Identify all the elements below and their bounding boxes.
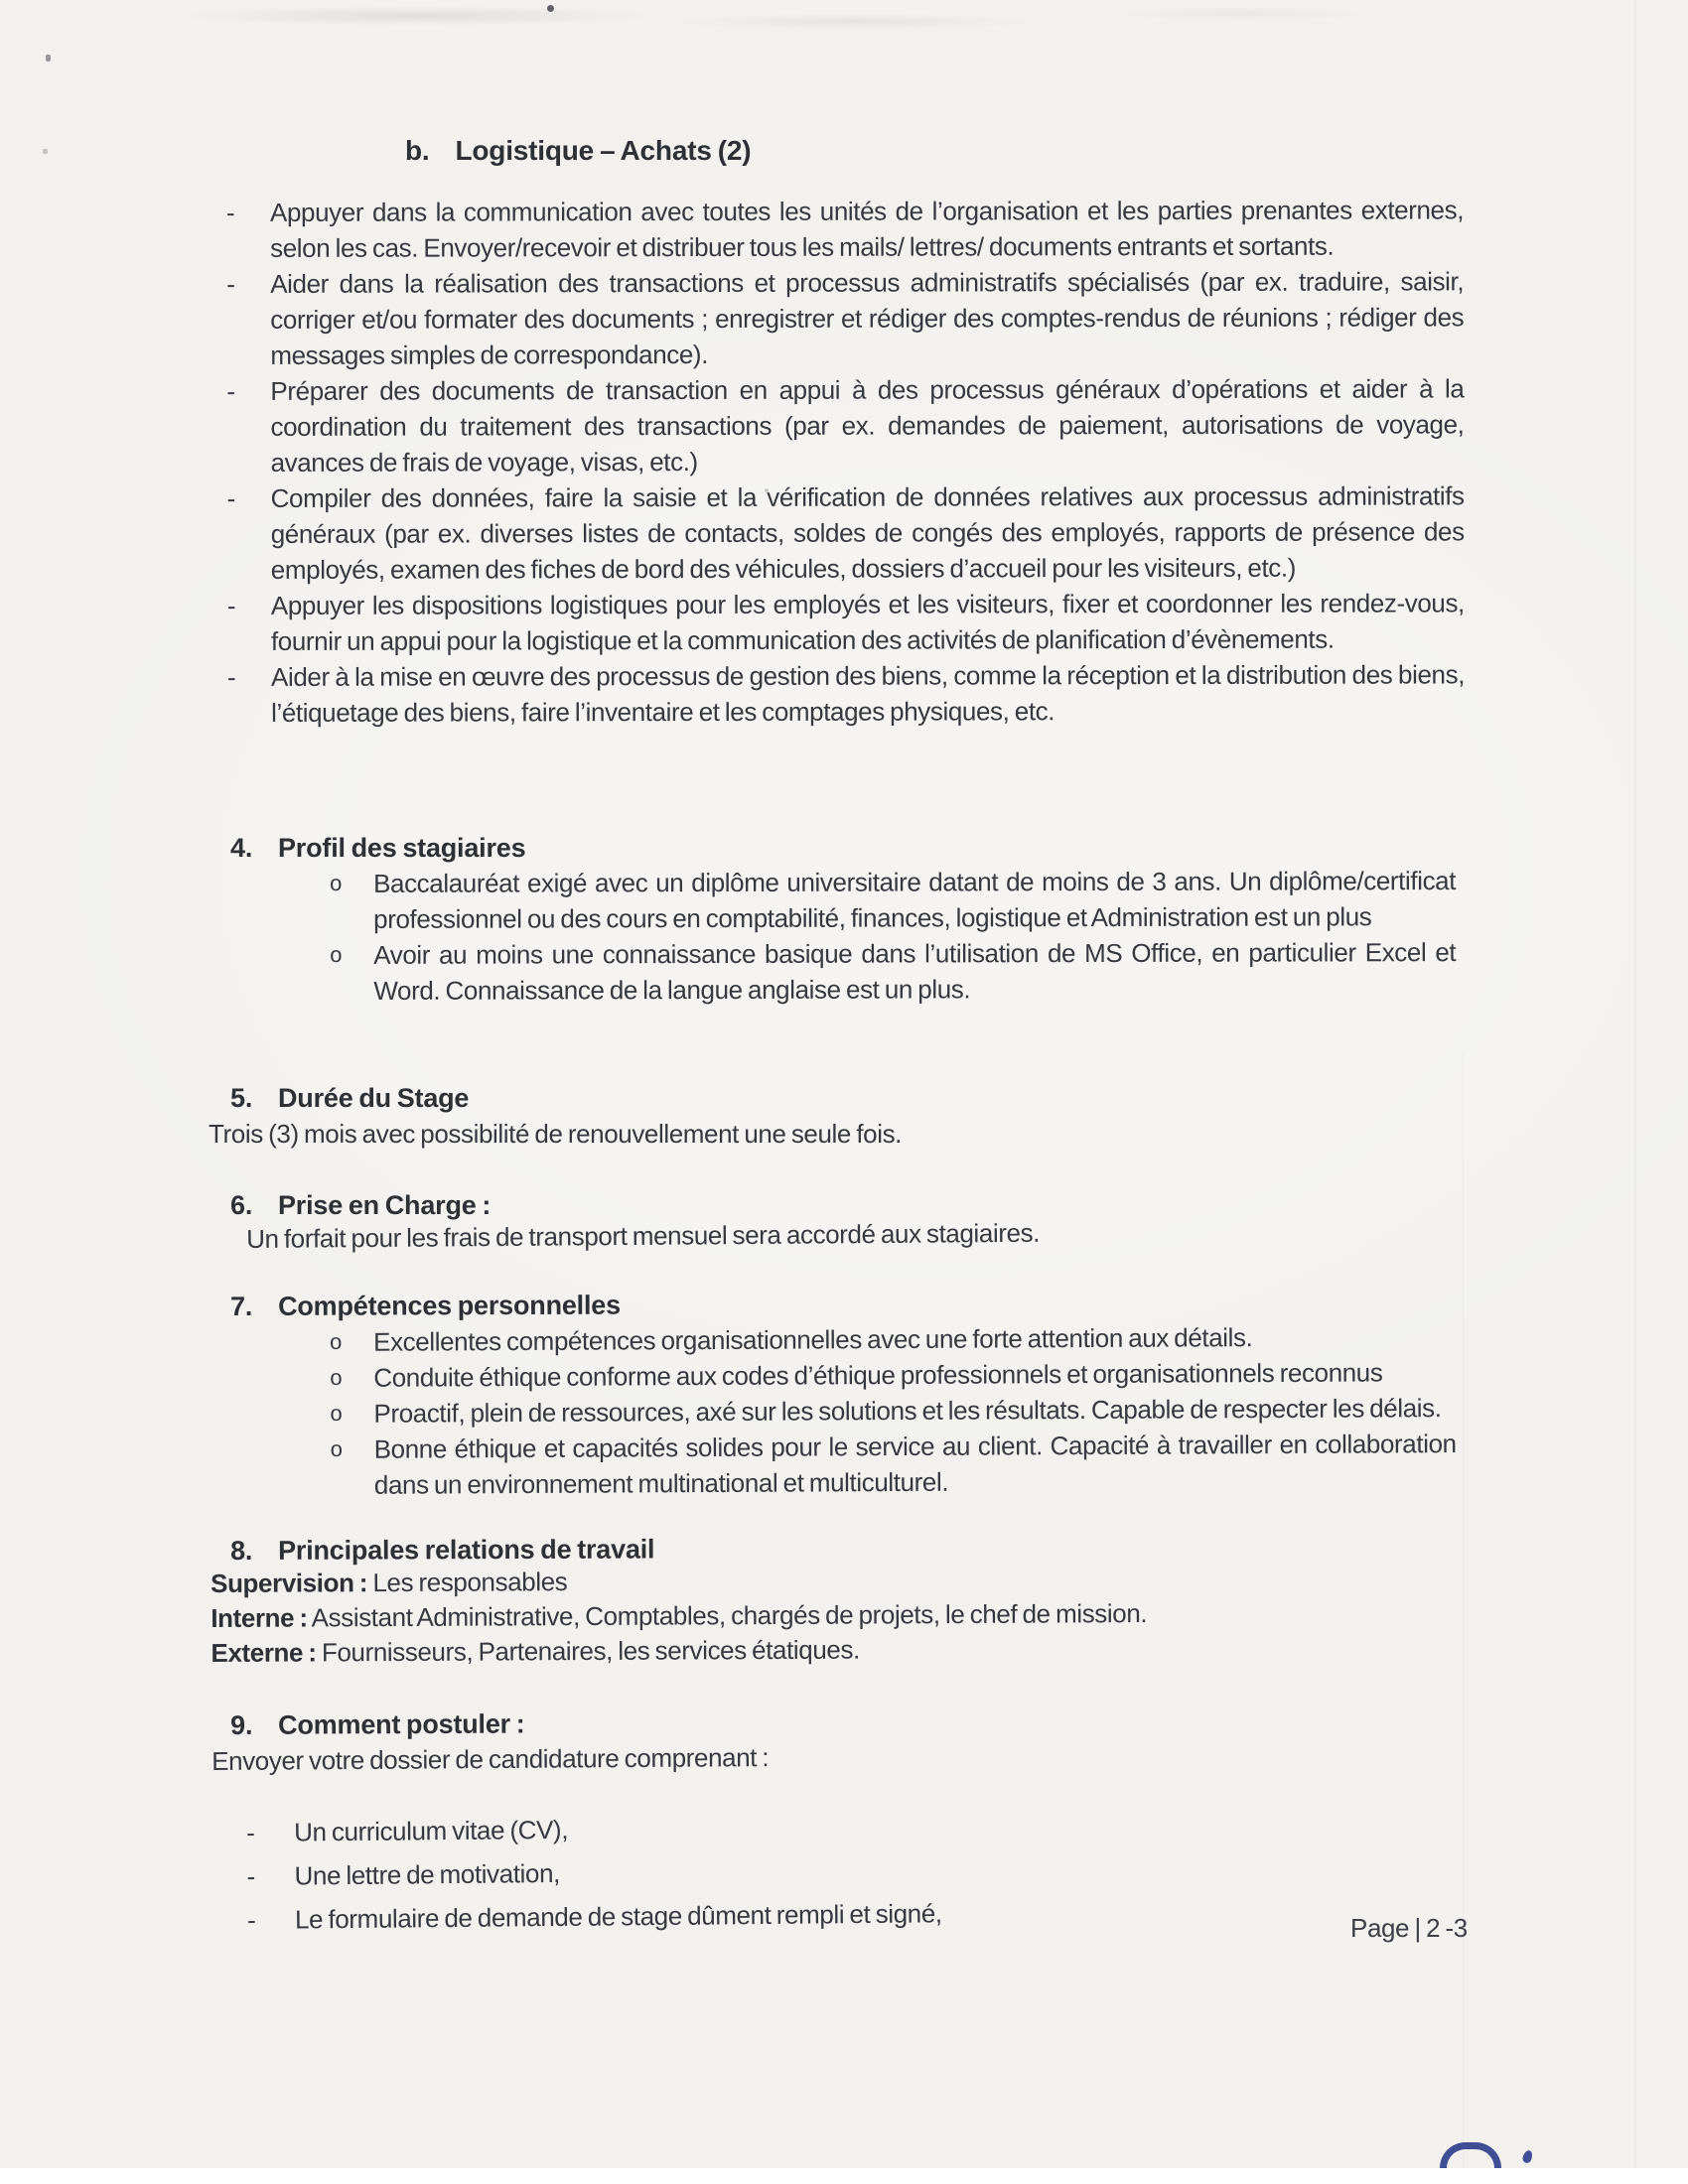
dash-bullet: -	[226, 590, 236, 620]
dash-bullet: -	[226, 375, 235, 406]
scan-speck	[46, 55, 51, 62]
relation-text: Fournisseurs, Partenaires, les services étatiques.	[316, 1634, 860, 1668]
relation-text: Les responsables	[367, 1567, 568, 1598]
circle-bullet: o	[330, 1328, 343, 1354]
task-text: Préparer des documents de transaction en appui à des processus généraux d’opérations et aider à la coordination du traitement des transactions (par ex. demandes de paiement, autorisations de voyage, avances de frais de voyage, visas, etc.)	[270, 373, 1465, 478]
relations-lines	[211, 1562, 1147, 1671]
dash-bullet: -	[226, 482, 235, 513]
list-item-text: Conduite éthique conforme aux codes d’éthique professionnels et organisationnels reconnus	[373, 1357, 1383, 1393]
scan-artifact-line	[1463, 1052, 1464, 2168]
task-item	[226, 263, 1464, 373]
prise-body: Un forfait pour les frais de transport mensuel sera accordé aux stagiaires.	[246, 1217, 1041, 1254]
dash-bullet: -	[226, 197, 235, 227]
section-b-heading	[405, 133, 751, 169]
task-text: Compiler des données, faire la saisie et la vérification de données relatives aux processus administratifs généraux (par ex. diverses listes de contacts, soldes de congés des employés, rapports de présence des employés, examen des fiches de bord des véhicules, dossiers d’accueil pour les visiteurs, etc.)	[270, 480, 1465, 585]
scan-edge-strip	[0, 2168, 1688, 2184]
circle-bullet: o	[330, 1435, 343, 1461]
application-items-list	[246, 1808, 942, 1946]
task-item	[226, 370, 1464, 480]
relation-label: Supervision :	[211, 1568, 368, 1598]
section-7-heading	[230, 1288, 621, 1324]
scan-artifact-line	[1634, 0, 1636, 2184]
circle-bullet: o	[330, 870, 342, 895]
profil-list	[330, 863, 1456, 1009]
section-6-title: Prise en Charge :	[278, 1190, 492, 1220]
task-text: Aider dans la réalisation des transactions et processus administratifs spécialisés (par ex. traduire, saisir, corriger et/ou formater des documents ; enregistrer et rédiger des comptes-rendus de réunions ; rédiger des messages simples de correspondance).	[270, 266, 1465, 370]
dash-bullet: -	[226, 661, 236, 692]
section-b-number: b.	[405, 135, 430, 166]
list-item	[330, 863, 1456, 937]
list-item	[330, 1390, 1456, 1432]
section-7-title: Compétences personnelles	[278, 1290, 621, 1321]
competences-list	[330, 1318, 1457, 1503]
relation-label: Externe :	[211, 1637, 317, 1668]
section-9-title: Comment postuler :	[278, 1708, 525, 1740]
application-item	[247, 1895, 942, 1938]
list-item	[331, 1426, 1457, 1503]
dash-bullet: -	[246, 1904, 256, 1935]
list-item-text: Proactif, plein de ressources, axé sur les solutions et les résultats. Capable de respecter les délais.	[373, 1393, 1442, 1429]
relation-line	[211, 1562, 1147, 1601]
section-9-number: 9.	[230, 1709, 253, 1740]
dash-bullet: -	[226, 268, 235, 299]
section-6-number: 6.	[230, 1190, 253, 1220]
section-4-heading	[230, 830, 525, 866]
task-item	[227, 585, 1465, 659]
section-5-title: Durée du Stage	[278, 1083, 470, 1113]
application-item-text: Une lettre de motivation,	[294, 1857, 561, 1891]
relation-label: Interne :	[211, 1602, 308, 1633]
section-5-heading	[230, 1080, 469, 1116]
application-item	[246, 1851, 941, 1894]
duree-body: Trois (3) mois avec possibilité de renouvellement une seule fois.	[209, 1119, 902, 1149]
list-item-text: Baccalauréat exigé avec un diplôme universitaire datant de moins de 3 ans. Un diplôme/certificat professionnel ou des cours en comptabilité, finances, logistique et Administration est un plus	[373, 866, 1457, 934]
list-item	[330, 934, 1456, 1009]
pen-mark-dot	[1521, 2149, 1534, 2164]
application-item-text: Le formulaire de demande de stage dûment rempli et signé,	[294, 1898, 942, 1935]
application-item	[246, 1808, 941, 1850]
task-list	[226, 192, 1465, 731]
list-item-text: Excellentes compétences organisationnelles avec une forte attention aux détails.	[373, 1322, 1253, 1357]
task-item	[227, 656, 1465, 731]
relation-line	[211, 1596, 1147, 1636]
section-5-number: 5.	[230, 1083, 253, 1113]
section-8-heading	[230, 1532, 654, 1569]
relation-line	[211, 1631, 1147, 1671]
circle-bullet: o	[330, 941, 343, 967]
page-number-label: Page | 2 -3	[1350, 1913, 1468, 1943]
task-text: Appuyer dans la communication avec toutes les unités de l’organisation et les parties prenantes externes, selon les cas. Envoyer/recevoir et distribuer tous les mails/ lettres/ documents entrants et sortants.	[270, 195, 1465, 263]
section-b-title: Logistique – Achats (2)	[455, 135, 752, 166]
section-4-number: 4.	[230, 833, 253, 863]
dash-bullet: -	[246, 1860, 256, 1891]
section-7-number: 7.	[230, 1291, 253, 1321]
application-item-text: Un curriculum vitae (CV),	[294, 1814, 569, 1847]
relation-text: Assistant Administrative, Comptables, chargés de projets, le chef de mission.	[307, 1598, 1148, 1633]
section-8-number: 8.	[230, 1535, 253, 1566]
task-item	[227, 478, 1465, 588]
scan-speck	[547, 5, 554, 12]
section-4-title: Profil des stagiaires	[278, 833, 526, 863]
section-9-heading	[230, 1706, 525, 1743]
circle-bullet: o	[330, 1364, 343, 1390]
task-item	[226, 192, 1464, 266]
list-item	[330, 1318, 1456, 1360]
dash-bullet: -	[246, 1817, 255, 1847]
list-item-text: Bonne éthique et capacités solides pour le service au client. Capacité à travailler en collaboration dans un environnement multinational et multiculturel.	[373, 1429, 1457, 1500]
circle-bullet: o	[330, 1400, 343, 1426]
task-text: Aider à la mise en œuvre des processus de gestion des biens, comme la réception et la distribution des biens, l’étiquetage des biens, faire l’inventaire et les comptages physiques, etc.	[270, 659, 1466, 728]
postuler-body: Envoyer votre dossier de candidature comprenant :	[211, 1742, 770, 1776]
list-item-text: Avoir au moins une connaissance basique dans l’utilisation de MS Office, en particulier Excel et Word. Connaissance de la langue anglaise est un plus.	[373, 937, 1457, 1006]
task-text: Appuyer les dispositions logistiques pour les employés et les visiteurs, fixer et coordonner les rendez-vous, fournir un appui pour la logistique et la communication des activités de planification d’évènements.	[270, 588, 1465, 656]
section-6-heading	[230, 1187, 491, 1223]
section-8-title: Principales relations de travail	[278, 1534, 655, 1566]
list-item	[330, 1354, 1456, 1396]
scan-speck	[43, 149, 48, 154]
